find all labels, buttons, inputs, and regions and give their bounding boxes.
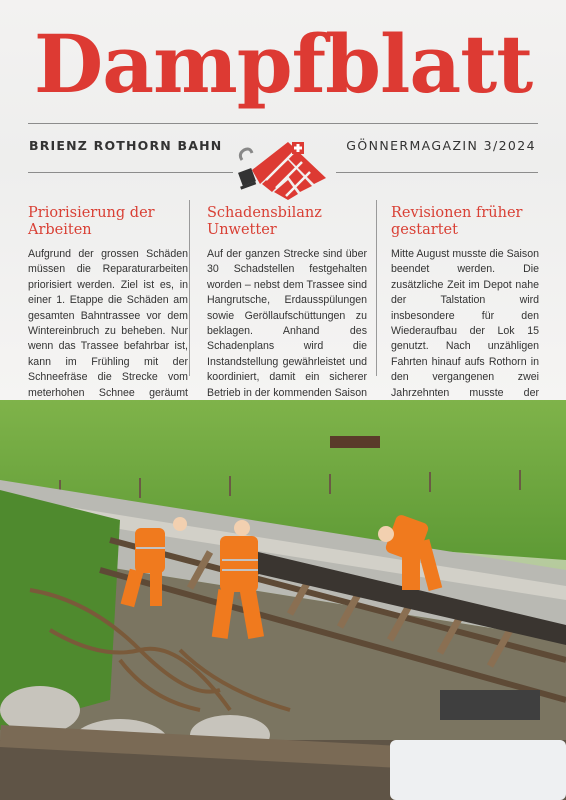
- article-column-2: [207, 205, 367, 416]
- logo-divider-right: [336, 172, 538, 173]
- publisher-name: BRIENZ ROTHORN BAHN: [29, 138, 223, 153]
- article-body: Auf der ganzen Strecke sind über 30 Schadstellen festgehalten worden – nebst dem Trassee sind Hangrutsche, Erdausspülungen sowie Geröllaufschüttungen zu beklagen. Anhand des Schadenplans wird die Instandstellung gewährleistet und koordiniert, damit ein sicherer Betrieb in der kommenden Saison: [207, 248, 367, 399]
- issue-label: GÖNNERMAGAZIN 3/2024: [346, 138, 536, 153]
- logo-divider-left: [28, 172, 233, 173]
- column-divider: [189, 200, 190, 376]
- magazine-title: Dampfblatt: [33, 17, 533, 111]
- article-heading: Schadensbilanz Unwetter: [207, 205, 322, 238]
- article-body: Mitte August musste die Saison beendet werden. Die zusätzliche Zeit im Depot nahe der Talstation wird insbesondere für den Wiederaufbau der Lok 15 genutzt. Nach unzähligen Fahrten hinauf aufs Rothorn in den vergangenen zwei Jahrzehnten musste der: [391, 248, 539, 399]
- article-column-3: [391, 205, 539, 432]
- top-divider: [28, 123, 538, 124]
- article-column-1: [28, 205, 188, 416]
- train-mountain-logo-icon: [230, 140, 330, 204]
- article-heading: Priorisierung der Arbeiten: [28, 205, 155, 238]
- article-body: Aufgrund der grossen Schäden müssen die Reparaturarbeiten priorisiert werden. Ziel ist es, in einer 1. Etappe die Schäden am gesamten Bahntrassee vor dem Wintereinbruch zu beheben. Nur wenn das Trassee befahrbar ist, kann im Frühling mit der Schneefräse die Strecke vom meterhohen Schnee geräumt: [28, 248, 188, 399]
- article-heading: Revisionen früher gestartet: [391, 205, 523, 238]
- column-divider: [376, 200, 377, 376]
- cover-photo-track-repair: [0, 400, 566, 800]
